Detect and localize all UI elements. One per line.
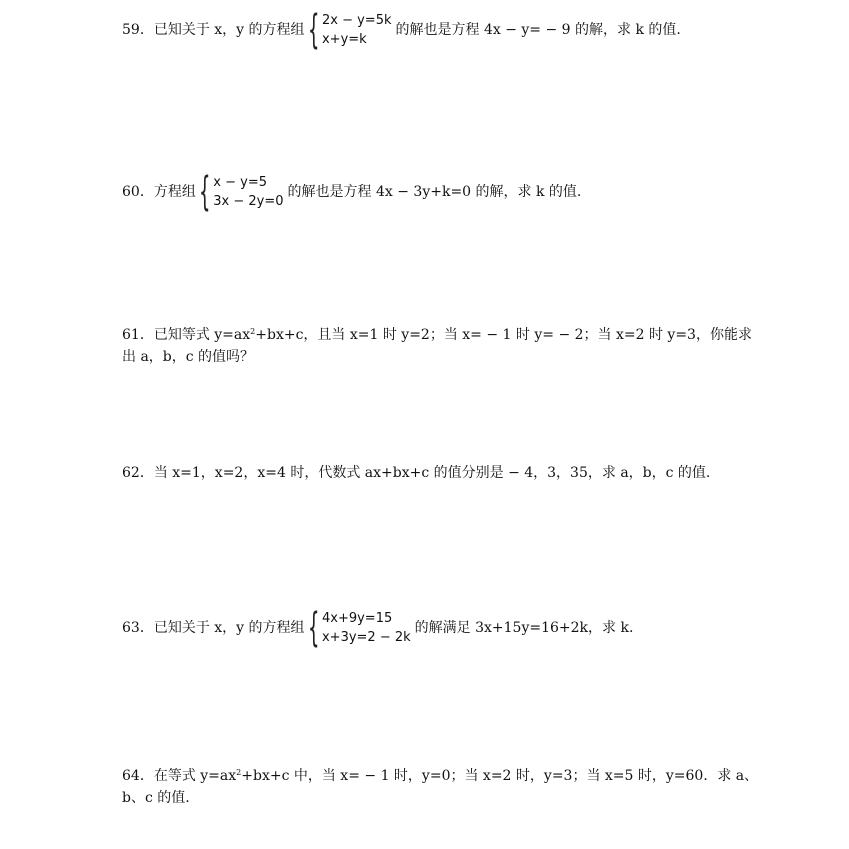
- problem-61-text-a: 61．已知等式 y=ax: [122, 327, 251, 343]
- problem-64: [122, 762, 758, 809]
- equation-59-2: x+y=k: [321, 32, 367, 47]
- left-brace: {: [307, 7, 319, 53]
- problem-64-text-b: +bx+c 中，当 x= − 1 时，y=0；当 x=2 时，y=3；当 x=5 时，y=60．求 a、: [241, 768, 759, 784]
- problem-59-prefix: 59．已知关于 x，y 的方程组: [122, 22, 305, 38]
- problem-60-suffix: 的解也是方程 4x − 3y+k=0 的解，求 k 的值.: [287, 184, 582, 200]
- problem-64-line-1: [122, 762, 758, 787]
- problem-60: [122, 169, 582, 215]
- problem-64-text-a: 64．在等式 y=ax: [122, 768, 237, 784]
- exponent: 2: [250, 327, 256, 336]
- problem-61: [122, 321, 752, 368]
- problem-63-suffix: 的解满足 3x+15y=16+2k，求 k.: [414, 620, 634, 636]
- equation-60-2: 3x − 2y=0: [213, 194, 284, 209]
- equation-63-1: 4x+9y=15: [321, 611, 393, 626]
- problem-59: [122, 7, 681, 53]
- problem-64-line-2: b、c 的值.: [122, 790, 190, 806]
- problem-63-prefix: 63．已知关于 x，y 的方程组: [122, 620, 305, 636]
- problem-61-text-b: +bx+c，且当 x=1 时 y=2；当 x= − 1 时 y= − 2；当 x=2 时 y=3，你能求: [255, 327, 752, 343]
- equation-system-59: [307, 7, 392, 53]
- exponent: 2: [236, 768, 242, 777]
- problem-60-prefix: 60．方程组: [122, 184, 196, 200]
- equation-59-1: 2x − y=5k: [321, 13, 392, 28]
- equation-system-63: [307, 605, 411, 651]
- problem-63: [122, 605, 634, 651]
- problem-61-line-2: 出 a，b，c 的值吗？: [122, 349, 255, 365]
- left-brace: {: [198, 169, 211, 215]
- equation-system-60: [198, 169, 284, 215]
- problem-62-text: 62．当 x=1，x=2，x=4 时，代数式 ax+bx+c 的值分别是 − 4，3，35，求 a，b，c 的值.: [122, 465, 711, 481]
- problem-61-line-1: [122, 321, 752, 346]
- problem-59-suffix: 的解也是方程 4x − y= − 9 的解，求 k 的值.: [395, 22, 681, 38]
- left-brace: {: [307, 605, 319, 651]
- equation-63-2: x+3y=2 − 2k: [321, 630, 411, 645]
- equation-60-1: x − y=5: [213, 175, 267, 190]
- problem-62: [122, 462, 710, 484]
